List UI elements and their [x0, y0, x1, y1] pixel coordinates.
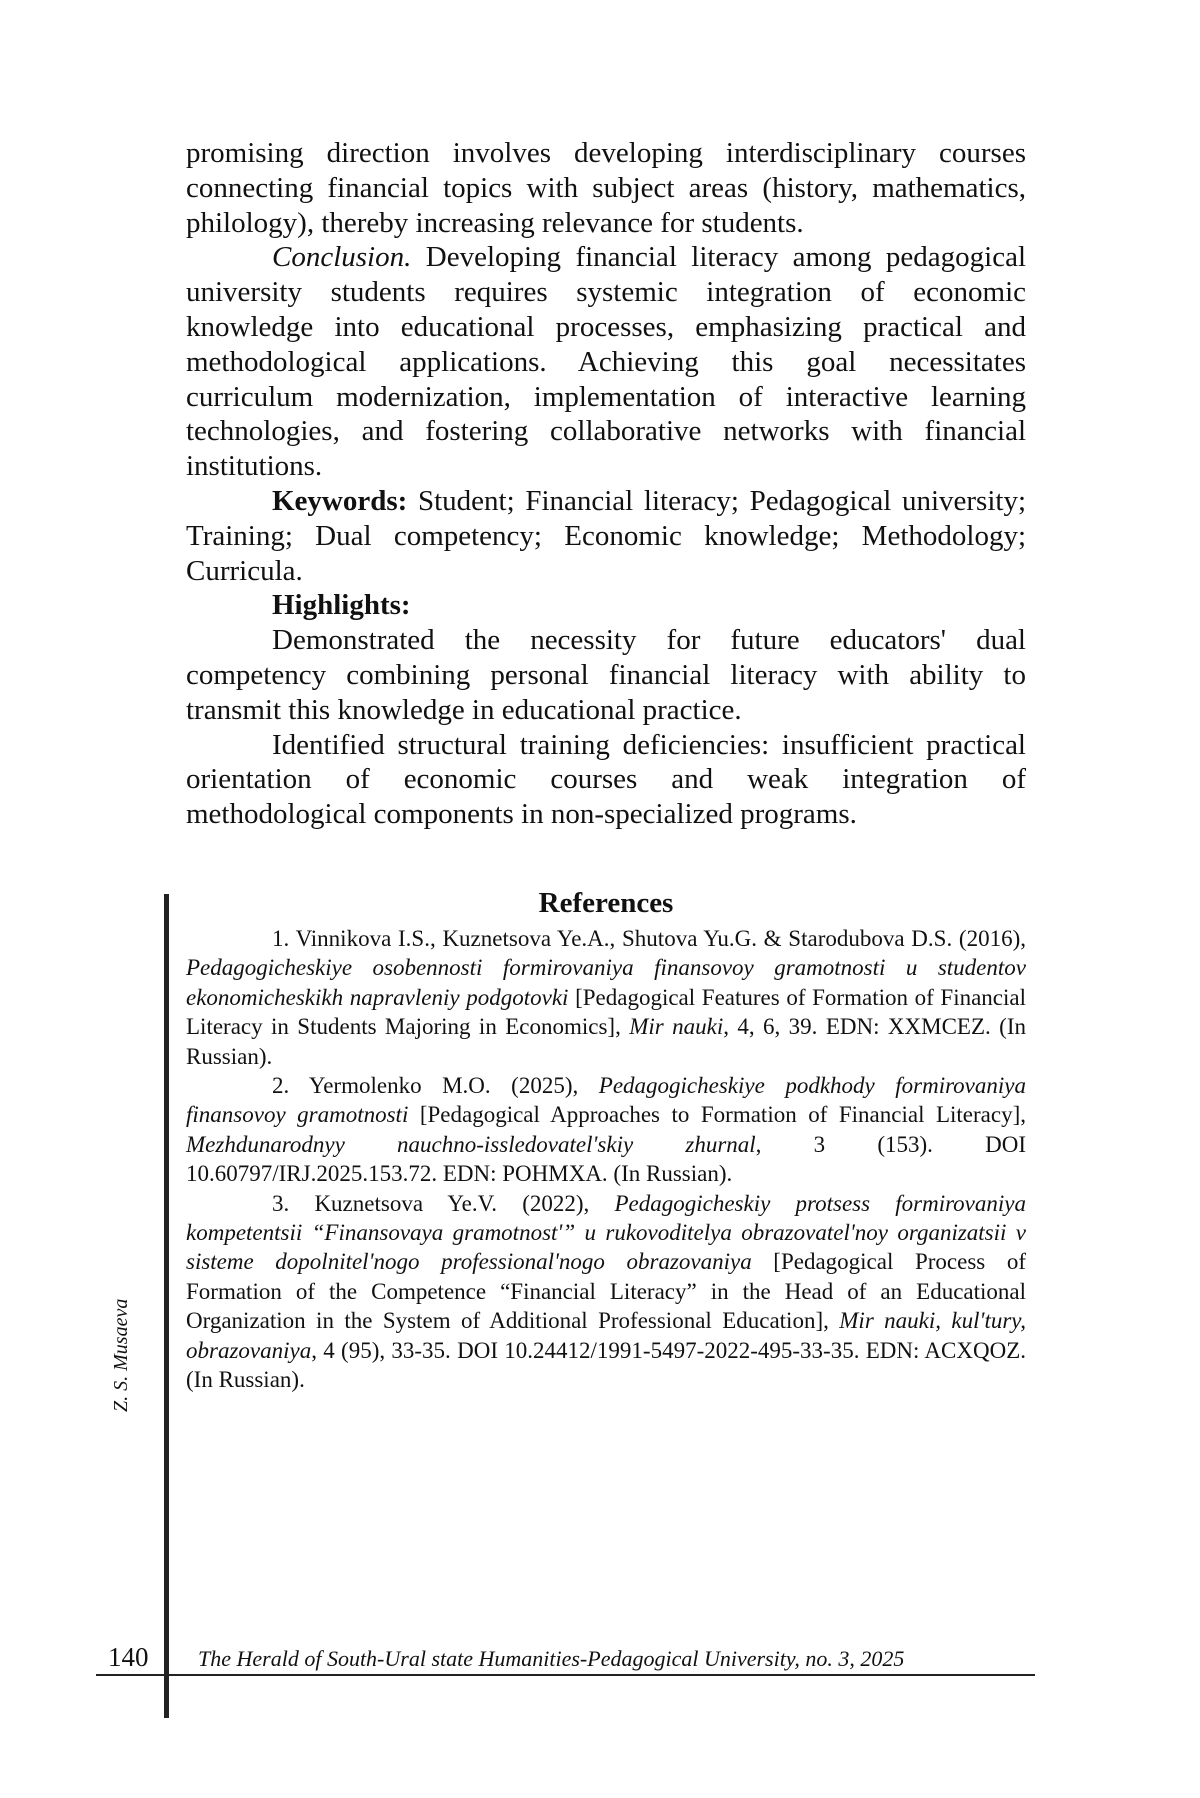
- keywords-text: Student; Financial literacy; Pedagogical university; Training; Dual competency; Economic knowledge; Methodology; Curricula.: [186, 485, 1026, 587]
- body-paragraph: promising direction involves developing interdisciplinary courses connecting financial topics with subject areas (history, mathematics, philology), thereby increasing relevance for students.: [186, 136, 1026, 240]
- references-title: References: [186, 886, 1026, 920]
- references-section: [186, 886, 1026, 1395]
- keywords-paragraph: [186, 484, 1026, 588]
- journal-running-title: The Herald of South-Ural state Humanities-Pedagogical University, no. 3, 2025: [198, 1646, 904, 1672]
- vertical-margin-rule: [164, 894, 169, 1718]
- page-number: 140: [108, 1642, 149, 1672]
- reference-item: 1. Vinnikova I.S., Kuznetsova Ye.A., Shutova Yu.G. & Starodubova D.S. (2016), Pedagogicheskiye osobennosti formirovaniya finansovoy gramotnosti u studentov ekonomicheskikh napravleniy podgotovki [Pedagogical Features of Formation of Financial Literacy in Students Majoring in Economics], Mir nauki, 4, 6, 39. EDN: XXMCEZ. (In Russian).: [186, 924, 1026, 1071]
- running-author-name: Z. S. Musaeva: [106, 1212, 136, 1412]
- article-body: [186, 136, 1026, 832]
- footer-rule: [96, 1674, 1035, 1676]
- conclusion-text: Developing financial literacy among pedagogical university students requires systemic integration of economic knowledge into educational processes, emphasizing practical and methodological applications. Achieving this goal necessitates curriculum modernization, implementation of interactive learning technologies, and fostering collaborative networks with financial institutions.: [186, 241, 1026, 482]
- conclusion-paragraph: [186, 240, 1026, 484]
- highlight-item: Demonstrated the necessity for future educators' dual competency combining personal financial literacy with ability to transmit this knowledge in educational practice.: [186, 623, 1026, 727]
- reference-item: 3. Kuznetsova Ye.V. (2022), Pedagogicheskiy protsess formirovaniya kompetentsii “Finansovaya gramotnost'” u rukovoditelya obrazovatel'noy organizatsii v sisteme dopolnitel'nogo professional'nogo obrazovaniya [Pedagogical Process of Formation of the Competence “Financial Literacy” in the Head of an Educational Organization in the System of Additional Professional Education], Mir nauki, kul'tury, obrazovaniya, 4 (95), 33-35. DOI 10.24412/1991-5497-2022-495-33-35. EDN: ACXQOZ. (In Russian).: [186, 1189, 1026, 1395]
- highlight-item: Identified structural training deficiencies: insufficient practical orientation of economic courses and weak integration of methodological components in non-specialized programs.: [186, 728, 1026, 832]
- reference-item: 2. Yermolenko M.O. (2025), Pedagogicheskiye podkhody formirovaniya finansovoy gramotnosti [Pedagogical Approaches to Formation of Financial Literacy], Mezhdunarodnyy nauchno-issledovatel'skiy zhurnal, 3 (153). DOI 10.60797/IRJ.2025.153.72. EDN: POHMXA. (In Russian).: [186, 1071, 1026, 1189]
- conclusion-label: Conclusion.: [272, 241, 411, 273]
- keywords-label: Keywords:: [272, 485, 407, 517]
- highlights-heading: Highlights:: [186, 588, 1026, 623]
